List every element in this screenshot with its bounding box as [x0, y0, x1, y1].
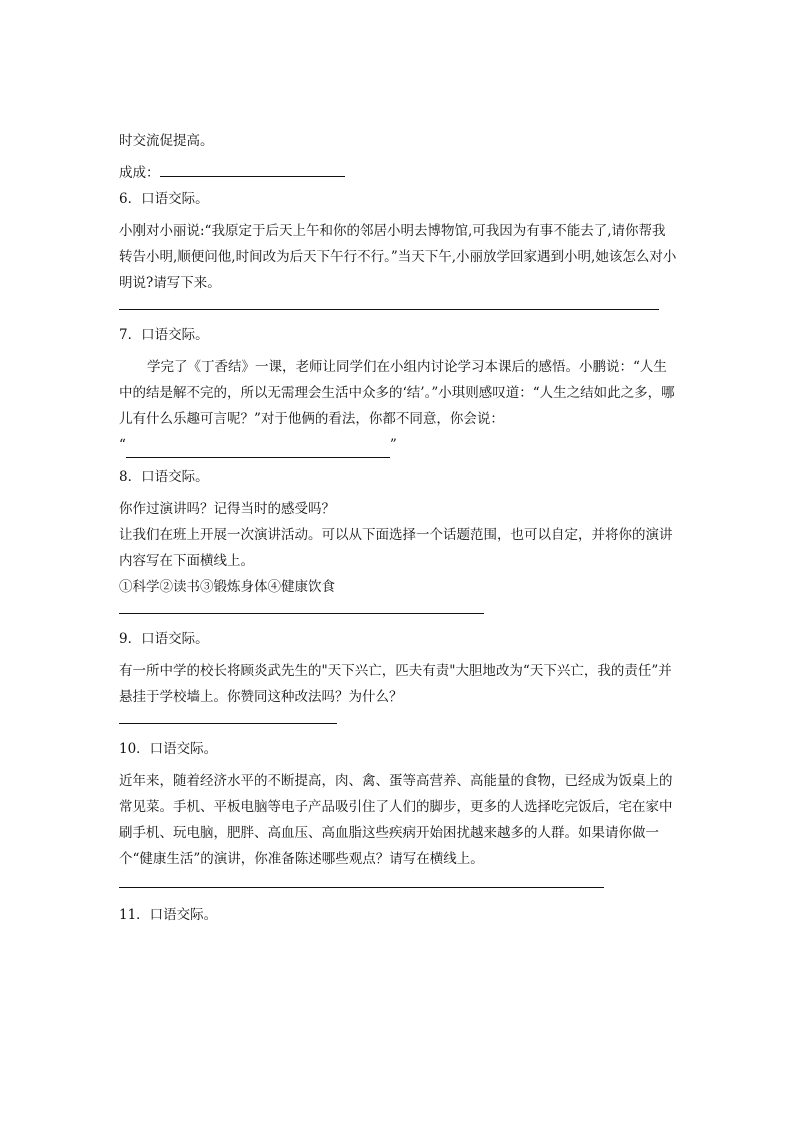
question-8-topics: ①科学②读书③锻炼身体④健康饮食	[119, 579, 335, 595]
question-6-heading: 6．口语交际。	[119, 191, 209, 207]
question-9-text: 有一所中学的校长将顾炎武先生的"天下兴亡，匹夫有责"大胆地改为“天下兴亡，我的责任”并悬挂于学校墙上。你赞同这种改法吗？为什么？	[119, 663, 672, 705]
intro-text: 时交流促提高。	[119, 133, 214, 149]
open-quote: “	[119, 437, 126, 453]
question-10-answer-line[interactable]	[119, 886, 604, 888]
result-line	[119, 160, 679, 186]
question-8-text-1: 你作过演讲吗？记得当时的感受吗？	[119, 501, 335, 517]
question-8-answer-line[interactable]	[119, 612, 484, 614]
question-6-answer-line[interactable]	[119, 308, 659, 310]
question-9-heading: 9．口语交际。	[119, 631, 209, 647]
question-8-heading: 8．口语交际。	[119, 469, 209, 485]
question-7-answer-blank[interactable]	[126, 443, 390, 458]
result-answer-blank[interactable]	[160, 164, 345, 177]
question-11-heading: 11．口语交际。	[119, 907, 218, 923]
result-label: 成成：	[119, 165, 160, 181]
question-7-quote-answer	[119, 432, 679, 458]
close-quote: ”	[389, 437, 397, 453]
question-10-text: 近年来，随着经济水平的不断提高，肉、禽、蛋等高营养、高能量的食物，已经成为饭桌上的常见菜。手机、平板电脑等电子产品吸引住了人们的脚步，更多的人选择吃完饭后，宅在家中刷手机、玩电脑，肥胖、高血压、高血脂这些疾病开始困扰越来越多的人群。如果请你做一个“健康生活”的演讲，你准备陈述哪些观点？请写在横线上。	[119, 773, 673, 867]
question-10-heading: 10．口语交际。	[119, 741, 218, 757]
question-8-text-2: 让我们在班上开展一次演讲活动。可以从下面选择一个话题范围，也可以自定，并将你的演讲内容写在下面横线上。	[119, 527, 673, 569]
question-7-heading: 7．口语交际。	[119, 327, 209, 343]
question-7-text: 学完了《丁香结》一课，老师让同学们在小组内讨论学习本课后的感悟。小鹏说：“人生中的结是解不完的，所以无需理会生活中众多的‘结’。”小琪则感叹道：“人生之结如此之多，哪儿有什么乐趣可言呢？”对于他俩的看法，你都不同意，你会说：	[119, 359, 675, 427]
question-6-text: 小刚对小丽说:“我原定于后天上午和你的邻居小明去博物馆,可我因为有事不能去了,请你帮我转告小明,顺便问他,时间改为后天下午行不行。”当天下午,小丽放学回家遇到小明,她该怎么对小明说?请写下来。	[119, 223, 677, 291]
question-9-answer-line[interactable]	[119, 722, 337, 724]
document-content	[119, 128, 679, 928]
